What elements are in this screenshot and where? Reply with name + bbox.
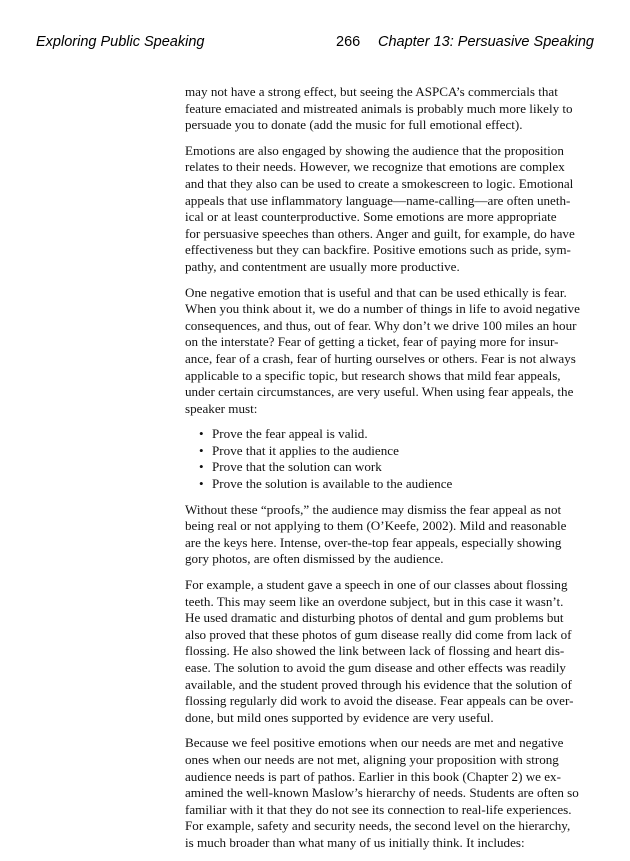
text-line: For example, a student gave a speech in one of our classes about flossing <box>185 577 568 593</box>
paragraph <box>185 285 591 418</box>
text-line: available, and the student proved through his evidence that the solution of <box>185 676 572 692</box>
text-line: applicable to a specific topic, but research shows that mild fear appeals, <box>185 367 561 383</box>
chapter-title: Chapter 13: Persuasive Speaking <box>377 34 594 50</box>
text-line: Without these “proofs,” the audience may dismiss the fear appeal as not <box>185 501 562 517</box>
text-line: flossing. He also showed the link between lack of flossing and heart dis- <box>185 643 565 659</box>
text-line: effectiveness but they can backfire. Positive emotions such as pride, sym- <box>185 242 571 258</box>
text-line: gory photos, are often dismissed by the audience. <box>185 551 444 567</box>
paragraph <box>185 143 591 276</box>
text-line: for persuasive speeches than others. Anger and guilt, for example, do have <box>185 225 575 241</box>
text-line: being real or not applying to them (O’Keefe, 2002). Mild and reasonable <box>185 518 567 534</box>
list-item: • Prove the fear appeal is valid. <box>199 426 591 443</box>
paragraph <box>185 502 591 568</box>
text-line: speaker must: <box>185 400 258 416</box>
text-line: persuade you to donate (add the music for full emotional effect). <box>185 117 523 133</box>
text-line: feature emaciated and mistreated animals is probably much more likely to <box>185 100 573 116</box>
text-line: ical or at least counterproductive. Some emotions are more appropriate <box>185 209 557 225</box>
text-line: ones when our needs are not met, aligning your proposition with strong <box>185 751 559 767</box>
text-line: Because we feel positive emotions when our needs are met and negative <box>185 735 564 751</box>
text-line: also proved that these photos of gum disease really did come from lack of <box>185 626 572 642</box>
text-line: familiar with it that they do not see its connection to real-life experiences. <box>185 801 572 817</box>
list-item: • Prove the solution is available to the audience <box>199 476 591 493</box>
list-item: • Prove that the solution can work <box>199 459 591 476</box>
running-header <box>36 34 594 54</box>
text-line: amined the well-known Maslow’s hierarchy of needs. Students are often so <box>185 785 579 801</box>
text-line: may not have a strong effect, but seeing the ASPCA’s commercials that <box>185 84 558 99</box>
text-line: For example, safety and security needs, the second level on the hierarchy, <box>185 818 571 834</box>
paragraph <box>185 84 591 134</box>
text-line: are the keys here. Intense, over-the-top fear appeals, especially showing <box>185 534 562 550</box>
text-line: Emotions are also engaged by showing the audience that the proposition <box>185 142 564 158</box>
list-item: • Prove that it applies to the audience <box>199 443 591 460</box>
text-line: done, but mild ones supported by evidence are very useful. <box>185 709 494 725</box>
text-line: pathy, and contentment are usually more productive. <box>185 258 460 274</box>
text-line: on the interstate? Fear of getting a ticket, fear of paying more for insur- <box>185 334 559 350</box>
text-line: relates to their needs. However, we recognize that emotions are complex <box>185 159 565 175</box>
page-number: 266 <box>336 34 361 50</box>
fear-appeal-list <box>185 426 591 492</box>
page-body <box>185 84 591 861</box>
text-line: One negative emotion that is useful and that can be used ethically is fear. <box>185 284 567 300</box>
text-line: appeals that use inflammatory language—name-calling—are often uneth- <box>185 192 571 208</box>
text-line: ance, fear of a crash, fear of hurting ourselves or others. Fear is not always <box>185 350 576 366</box>
text-line: When you think about it, we do a number of things in life to avoid negative <box>185 301 580 317</box>
text-line: ease. The solution to avoid the gum disease and other effects was readily <box>185 660 566 675</box>
text-line: consequences, and thus, out of fear. Why don’t we drive 100 miles an hour <box>185 317 577 333</box>
text-line: audience needs is part of pathos. Earlier in this book (Chapter 2) we ex- <box>185 768 561 784</box>
paragraph <box>185 577 591 726</box>
book-title: Exploring Public Speaking <box>36 34 205 50</box>
text-line: He used dramatic and disturbing photos of dental and gum problems but <box>185 610 564 626</box>
text-line: under certain circumstances, are very useful. When using fear appeals, the <box>185 384 574 400</box>
text-line: teeth. This may seem like an overdone subject, but in this case it wasn’t. <box>185 593 564 609</box>
text-line: and that they also can be used to create a smokescreen to logic. Emotional <box>185 175 574 191</box>
text-line: is much broader than what many of us initially think. It includes: <box>185 834 525 850</box>
paragraph <box>185 735 591 851</box>
text-line: flossing regularly did work to avoid the disease. Fear appeals can be over- <box>185 693 574 709</box>
